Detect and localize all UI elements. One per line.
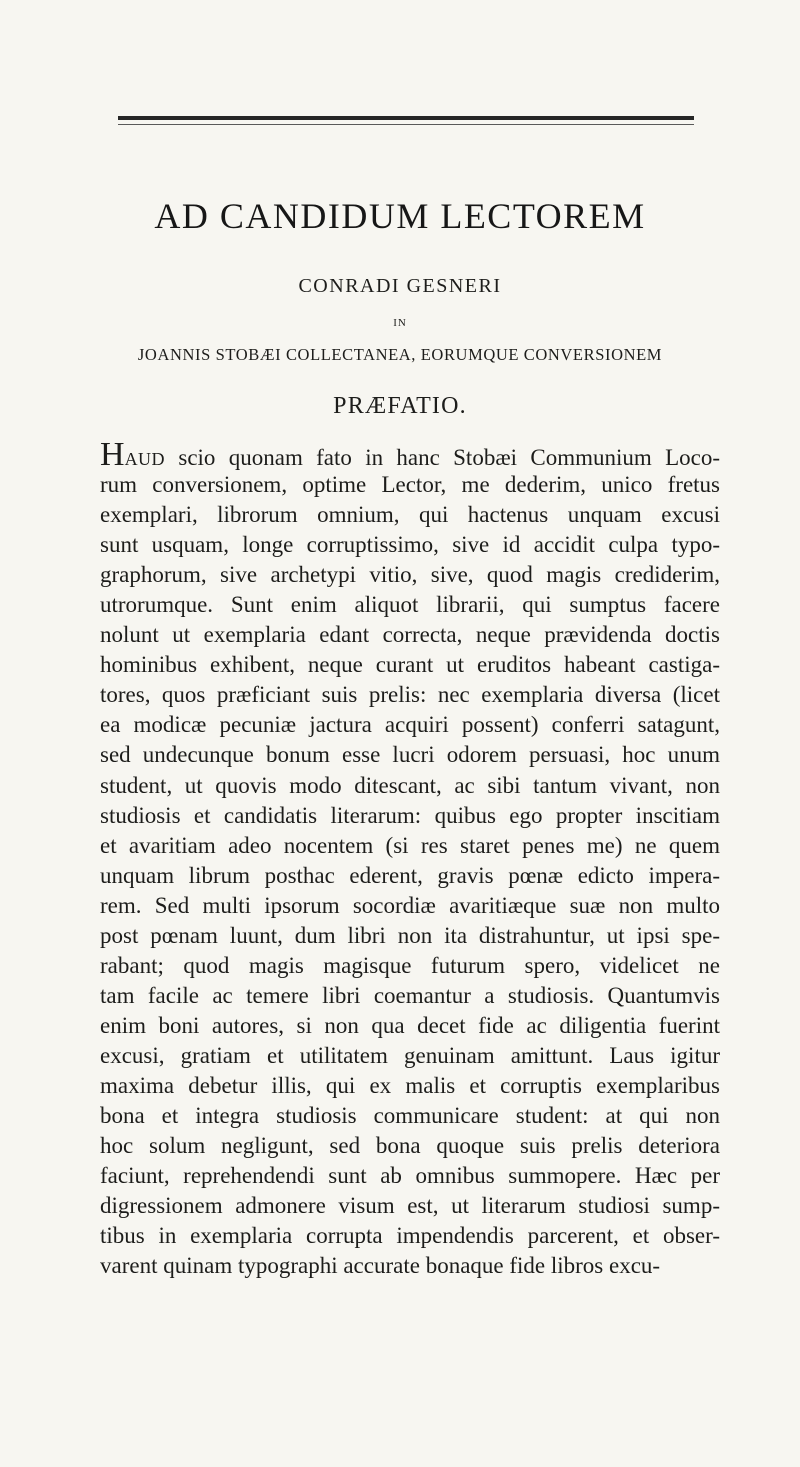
body-text (100, 436, 720, 1281)
first-line-rest: scio quonam fato in hanc Stobæi Communium Loco- (165, 445, 720, 470)
text-line: digressionem admonere visum est, ut literarum studiosi sump- (100, 1193, 720, 1219)
text-line: tibus in exemplaria corrupta impendendis parcerent, et obser- (100, 1223, 720, 1249)
page-title: AD CANDIDUM LECTOREM (154, 196, 646, 236)
in-connector: IN (393, 317, 407, 329)
text-line: exemplari, librorum omnium, qui hactenus unquam excusi (100, 502, 720, 528)
text-line: nolunt ut exemplaria edant correcta, neque prævidenda doctis (100, 622, 720, 648)
text-line: utrorumque. Sunt enim aliquot librarii, qui sumptus facere (100, 592, 720, 618)
section-heading: PRÆFATIO. (333, 393, 467, 419)
text-line: graphorum, sive archetypi vitio, sive, quod magis crediderim, (100, 562, 720, 588)
text-line: unquam librum posthac ederent, gravis pœnæ edicto impera- (100, 862, 720, 888)
subtitle: JOANNIS STOBÆI COLLECTANEA, EORUMQUE CONVERSIONEM (137, 345, 663, 364)
text-line: studiosis et candidatis literarum: quibus ego propter inscitiam (100, 802, 720, 828)
text-line: student, ut quovis modo ditescant, ac sibi tantum vivant, non (100, 772, 720, 798)
text-line: hominibus exhibent, neque curant ut eruditos habeant castiga- (100, 652, 720, 678)
text-line: maxima debetur illis, qui ex malis et corruptis exemplaribus (100, 1072, 720, 1098)
author-line: CONRADI GESNERI (298, 275, 502, 297)
text-line: tores, quos præficiant suis prelis: nec exemplaria diversa (licet (100, 682, 720, 708)
text-line: et avaritiam adeo nocentem (si res staret penes me) ne quem (100, 832, 720, 858)
text-line: hoc solum negligunt, sed bona quoque suis prelis deteriora (100, 1133, 720, 1159)
header-rule-thin (118, 124, 694, 125)
text-line: tam facile ac temere libri coemantur a studiosis. Quantumvis (100, 982, 720, 1008)
text-line: bona et integra studiosis communicare student: at qui non (100, 1103, 720, 1129)
text-line: ea modicæ pecuniæ jactura acquiri possent) conferri satagunt, (100, 712, 720, 738)
text-line: sunt usquam, longe corruptissimo, sive id accidit culpa typo- (100, 532, 720, 558)
text-line: rabant; quod magis magisque futurum spero, videlicet ne (100, 952, 720, 978)
drop-cap: H (100, 436, 125, 473)
text-line: excusi, gratiam et utilitatem genuinam amittunt. Laus igitur (100, 1042, 720, 1068)
small-caps-opening: AUD (124, 449, 166, 469)
text-line: enim boni autores, si non qua decet fide ac diligentia fuerint (100, 1012, 720, 1038)
text-line-first (100, 436, 720, 473)
header-rule-thick (118, 116, 694, 120)
text-line: varent quinam typographi accurate bonaque fide libros excu- (100, 1253, 661, 1279)
text-line: sed undecunque bonum esse lucri odorem persuasi, hoc unum (100, 742, 720, 768)
text-line: rum conversionem, optime Lector, me dederim, unico fretus (100, 472, 720, 498)
text-line: post pœnam luunt, dum libri non ita distrahuntur, ut ipsi spe- (100, 922, 720, 948)
text-line: faciunt, reprehendendi sunt ab omnibus summopere. Hæc per (100, 1163, 720, 1189)
text-line: rem. Sed multi ipsorum socordiæ avaritiæque suæ non multo (100, 892, 720, 918)
